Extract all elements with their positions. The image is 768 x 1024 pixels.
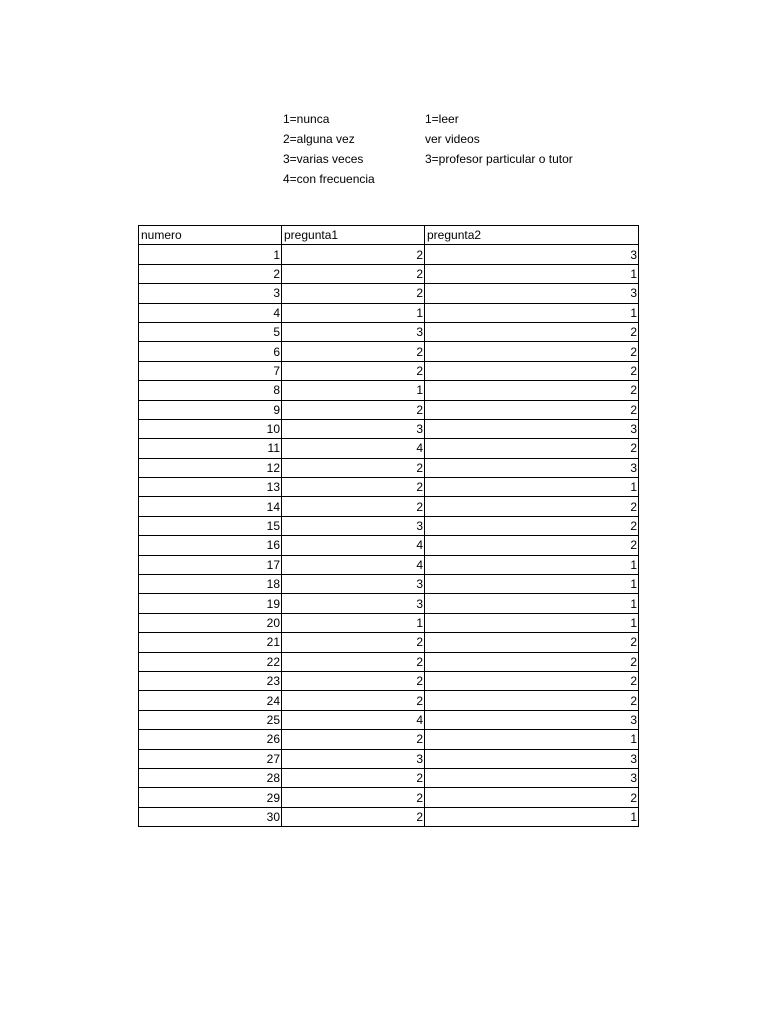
cell-pregunta2: 3 (425, 768, 639, 787)
legend-item: ver videos (425, 132, 480, 146)
cell-pregunta2: 2 (425, 361, 639, 380)
cell-pregunta1: 2 (282, 264, 425, 283)
cell-pregunta2: 1 (425, 613, 639, 632)
cell-pregunta2: 1 (425, 555, 639, 574)
cell-numero: 24 (139, 691, 282, 710)
cell-pregunta1: 3 (282, 322, 425, 341)
cell-pregunta1: 2 (282, 400, 425, 419)
cell-numero: 17 (139, 555, 282, 574)
table-row (139, 594, 639, 613)
cell-pregunta1: 2 (282, 284, 425, 303)
table-row (139, 749, 639, 768)
table-row (139, 245, 639, 264)
cell-pregunta1: 2 (282, 768, 425, 787)
cell-pregunta2: 2 (425, 633, 639, 652)
cell-pregunta2: 1 (425, 594, 639, 613)
cell-pregunta1: 2 (282, 478, 425, 497)
cell-pregunta1: 2 (282, 730, 425, 749)
table-row (139, 264, 639, 283)
cell-numero: 20 (139, 613, 282, 632)
table-row (139, 400, 639, 419)
cell-pregunta2: 3 (425, 419, 639, 438)
cell-numero: 22 (139, 652, 282, 671)
cell-numero: 15 (139, 516, 282, 535)
cell-pregunta1: 1 (282, 381, 425, 400)
cell-numero: 29 (139, 788, 282, 807)
legend-item: 1=leer (425, 112, 459, 126)
table-row (139, 536, 639, 555)
cell-numero: 12 (139, 458, 282, 477)
cell-pregunta1: 3 (282, 516, 425, 535)
table-body (139, 245, 639, 827)
cell-pregunta1: 2 (282, 361, 425, 380)
table-row (139, 439, 639, 458)
cell-pregunta2: 2 (425, 671, 639, 690)
cell-pregunta1: 2 (282, 807, 425, 826)
cell-pregunta1: 2 (282, 458, 425, 477)
cell-pregunta2: 2 (425, 439, 639, 458)
table-row (139, 419, 639, 438)
cell-pregunta2: 3 (425, 749, 639, 768)
cell-numero: 14 (139, 497, 282, 516)
table-row (139, 381, 639, 400)
table-row (139, 478, 639, 497)
table-row (139, 555, 639, 574)
table-row (139, 303, 639, 322)
cell-numero: 18 (139, 575, 282, 594)
cell-numero: 16 (139, 536, 282, 555)
table-row (139, 322, 639, 341)
cell-numero: 21 (139, 633, 282, 652)
table-row (139, 613, 639, 632)
table-row (139, 575, 639, 594)
cell-pregunta1: 4 (282, 555, 425, 574)
cell-pregunta2: 1 (425, 303, 639, 322)
cell-numero: 1 (139, 245, 282, 264)
header-pregunta1: pregunta1 (282, 226, 425, 245)
cell-numero: 26 (139, 730, 282, 749)
table-row (139, 342, 639, 361)
table-row (139, 671, 639, 690)
cell-pregunta1: 3 (282, 749, 425, 768)
header-numero: numero (139, 226, 282, 245)
table-row (139, 361, 639, 380)
legend-item: 3=varias veces (283, 152, 364, 166)
cell-numero: 6 (139, 342, 282, 361)
cell-numero: 8 (139, 381, 282, 400)
cell-pregunta2: 2 (425, 652, 639, 671)
cell-pregunta1: 3 (282, 419, 425, 438)
cell-pregunta2: 2 (425, 342, 639, 361)
cell-pregunta2: 2 (425, 691, 639, 710)
legend-pregunta2 (425, 109, 573, 169)
cell-pregunta2: 2 (425, 788, 639, 807)
cell-pregunta2: 1 (425, 807, 639, 826)
cell-numero: 13 (139, 478, 282, 497)
header-pregunta2: pregunta2 (425, 226, 639, 245)
cell-numero: 7 (139, 361, 282, 380)
cell-numero: 9 (139, 400, 282, 419)
legend-item: 3=profesor particular o tutor (425, 152, 573, 166)
cell-numero: 11 (139, 439, 282, 458)
table-row (139, 516, 639, 535)
cell-pregunta2: 1 (425, 478, 639, 497)
cell-pregunta1: 2 (282, 691, 425, 710)
cell-numero: 25 (139, 710, 282, 729)
legend-item: 4=con frecuencia (283, 172, 375, 186)
table-row (139, 710, 639, 729)
legend-pregunta1 (283, 109, 375, 189)
cell-pregunta2: 3 (425, 458, 639, 477)
cell-pregunta2: 2 (425, 322, 639, 341)
table-row (139, 652, 639, 671)
cell-pregunta1: 4 (282, 710, 425, 729)
cell-pregunta2: 2 (425, 400, 639, 419)
cell-numero: 27 (139, 749, 282, 768)
cell-pregunta1: 4 (282, 439, 425, 458)
cell-pregunta2: 3 (425, 710, 639, 729)
cell-numero: 10 (139, 419, 282, 438)
cell-numero: 28 (139, 768, 282, 787)
cell-pregunta2: 3 (425, 284, 639, 303)
cell-pregunta1: 2 (282, 245, 425, 264)
cell-numero: 23 (139, 671, 282, 690)
header-row (139, 226, 639, 245)
legend-item: 1=nunca (283, 112, 330, 126)
table-row (139, 497, 639, 516)
table-row (139, 768, 639, 787)
cell-numero: 30 (139, 807, 282, 826)
cell-pregunta1: 2 (282, 633, 425, 652)
legend-item: 2=alguna vez (283, 132, 355, 146)
cell-numero: 4 (139, 303, 282, 322)
cell-pregunta1: 3 (282, 575, 425, 594)
cell-pregunta2: 2 (425, 381, 639, 400)
cell-pregunta2: 2 (425, 516, 639, 535)
cell-pregunta1: 4 (282, 536, 425, 555)
cell-numero: 19 (139, 594, 282, 613)
cell-pregunta1: 2 (282, 652, 425, 671)
cell-pregunta1: 2 (282, 342, 425, 361)
cell-pregunta2: 1 (425, 730, 639, 749)
table-row (139, 284, 639, 303)
cell-pregunta2: 1 (425, 575, 639, 594)
cell-pregunta1: 1 (282, 303, 425, 322)
cell-pregunta1: 2 (282, 671, 425, 690)
cell-pregunta1: 2 (282, 788, 425, 807)
cell-numero: 5 (139, 322, 282, 341)
cell-numero: 3 (139, 284, 282, 303)
cell-pregunta2: 1 (425, 264, 639, 283)
table-row (139, 807, 639, 826)
data-table (138, 225, 639, 827)
cell-numero: 2 (139, 264, 282, 283)
cell-pregunta2: 2 (425, 497, 639, 516)
cell-pregunta1: 3 (282, 594, 425, 613)
cell-pregunta2: 2 (425, 536, 639, 555)
table-row (139, 691, 639, 710)
table-row (139, 633, 639, 652)
cell-pregunta1: 1 (282, 613, 425, 632)
cell-pregunta1: 2 (282, 497, 425, 516)
table-row (139, 458, 639, 477)
table-row (139, 730, 639, 749)
cell-pregunta2: 3 (425, 245, 639, 264)
table-row (139, 788, 639, 807)
